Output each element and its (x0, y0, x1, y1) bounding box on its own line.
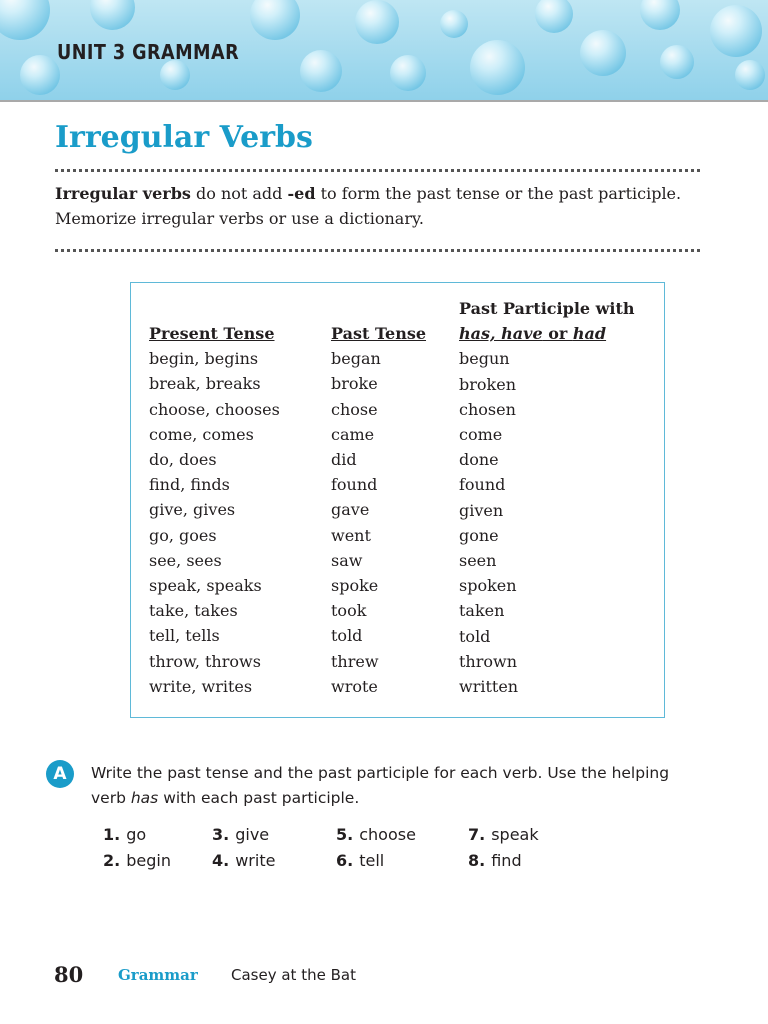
past-tense-cell: threw (331, 651, 379, 671)
present-tense-cell: do, does (149, 450, 217, 470)
bubble-decoration (710, 5, 762, 57)
item-word: find (491, 851, 522, 870)
exercise-item (468, 851, 522, 870)
present-tense-cell: go, goes (149, 525, 217, 545)
present-tense-cell: break, breaks (149, 374, 261, 394)
past-tense-cell: began (331, 349, 381, 369)
unit-label: UNIT 3 GRAMMAR (57, 40, 240, 64)
present-tense-column (149, 321, 280, 699)
helping-verbs-b: had (572, 324, 607, 344)
header-banner (0, 0, 768, 102)
item-number: 1. (103, 825, 121, 844)
item-word: tell (359, 851, 385, 870)
exercise-item (212, 851, 275, 870)
present-tense-cell: write, writes (149, 676, 253, 696)
item-number: 3. (212, 825, 230, 844)
present-tense-cell: come, comes (149, 424, 254, 444)
exercise-item (336, 825, 416, 844)
bubble-decoration (735, 60, 765, 90)
past-tense-column (331, 321, 426, 699)
past-tense-cell: found (331, 475, 378, 495)
item-word: give (235, 825, 270, 844)
dotted-divider-top (55, 169, 700, 172)
page-title: Irregular Verbs (55, 120, 313, 155)
present-tense-cell: take, takes (149, 601, 238, 621)
past-participle-cell: found (459, 475, 506, 495)
past-participle-cell: chosen (459, 399, 516, 419)
present-tense-cell: give, gives (149, 500, 236, 520)
past-tense-cell: took (331, 601, 367, 621)
item-number: 7. (468, 825, 486, 844)
exercise-instruction (91, 761, 701, 811)
past-participle-header-line1: Past Participle with (459, 299, 635, 318)
past-tense-cell: saw (331, 550, 363, 570)
past-participle-cell: seen (459, 551, 497, 571)
instruction-a: Write the past tense and the past participle for each verb. Use the helping verb (91, 764, 670, 807)
past-tense-cell: spoke (331, 576, 379, 596)
intro-text-a: do not add (190, 184, 288, 203)
past-participle-header-line2 (459, 321, 635, 346)
bubble-decoration (160, 60, 190, 90)
past-tense-cell: told (331, 626, 363, 646)
bubble-decoration (300, 50, 342, 92)
item-number: 6. (336, 851, 354, 870)
item-number: 2. (103, 851, 121, 870)
bubble-decoration (250, 0, 300, 40)
exercise-item (103, 851, 171, 870)
exercise-item (212, 825, 269, 844)
past-tense-cell: went (331, 525, 371, 545)
item-word: speak (491, 825, 539, 844)
past-tense-cell: gave (331, 500, 370, 520)
past-participle-cell: begun (459, 349, 510, 369)
present-tense-cell: see, sees (149, 550, 222, 570)
bubble-decoration (640, 0, 680, 30)
item-word: write (235, 851, 276, 870)
dotted-divider-bottom (55, 249, 700, 252)
past-participle-cell: thrown (459, 651, 518, 671)
past-participle-cell: given (459, 500, 504, 520)
item-word: choose (359, 825, 416, 844)
past-participle-cell: taken (459, 601, 505, 621)
past-tense-cell: did (331, 450, 357, 470)
past-tense-cell: came (331, 424, 375, 444)
item-word: begin (126, 851, 171, 870)
item-number: 5. (336, 825, 354, 844)
item-number: 4. (212, 851, 230, 870)
helping-verbs-a: has, have (459, 324, 543, 344)
past-participle-cell: broken (459, 374, 516, 394)
past-tense-cell: wrote (331, 676, 378, 696)
item-number: 8. (468, 851, 486, 870)
bubble-decoration (535, 0, 573, 33)
past-participle-cell: done (459, 450, 499, 470)
intro-text (55, 181, 715, 231)
present-tense-cell: choose, chooses (149, 399, 280, 419)
past-tense-header: Past Tense (331, 324, 427, 343)
bubble-decoration (90, 0, 135, 30)
past-participle-column (459, 296, 635, 699)
item-word: go (126, 825, 147, 844)
present-tense-cell: tell, tells (149, 626, 220, 646)
bubble-decoration (390, 55, 426, 91)
past-participle-cell: come (459, 425, 503, 445)
footer-story-title: Casey at the Bat (231, 966, 356, 984)
exercise-item (103, 825, 146, 844)
bubble-decoration (580, 30, 626, 76)
bubble-decoration (0, 0, 50, 40)
past-tense-cell: chose (331, 399, 378, 419)
present-tense-cell: begin, begins (149, 349, 259, 369)
footer-section-label: Grammar (118, 966, 198, 984)
intro-term: Irregular verbs (55, 184, 191, 203)
helping-verbs-or: or (542, 324, 573, 344)
present-tense-cell: speak, speaks (149, 576, 262, 596)
past-participle-cell: told (459, 626, 491, 646)
intro-line2: Memorize irregular verbs or use a dictionary. (55, 209, 424, 228)
instruction-em: has (130, 789, 159, 807)
intro-text-b: to form the past tense or the past participle. (315, 184, 682, 203)
instruction-b: with each past participle. (158, 789, 360, 807)
present-tense-header: Present Tense (149, 324, 275, 343)
exercise-item (468, 825, 539, 844)
present-tense-cell: find, finds (149, 475, 230, 495)
page-number: 80 (54, 962, 84, 987)
intro-ending: -ed (287, 184, 316, 203)
past-participle-cell: spoken (459, 576, 517, 596)
bubble-decoration (20, 55, 60, 95)
exercise-badge: A (46, 760, 74, 788)
irregular-verbs-table (130, 282, 665, 718)
bubble-decoration (355, 0, 399, 44)
exercise-item (336, 851, 384, 870)
past-participle-cell: gone (459, 525, 499, 545)
past-participle-cell: written (459, 677, 519, 697)
bubble-decoration (470, 40, 525, 95)
bubble-decoration (660, 45, 694, 79)
bubble-decoration (440, 10, 468, 38)
present-tense-cell: throw, throws (149, 651, 261, 671)
past-tense-cell: broke (331, 374, 378, 394)
